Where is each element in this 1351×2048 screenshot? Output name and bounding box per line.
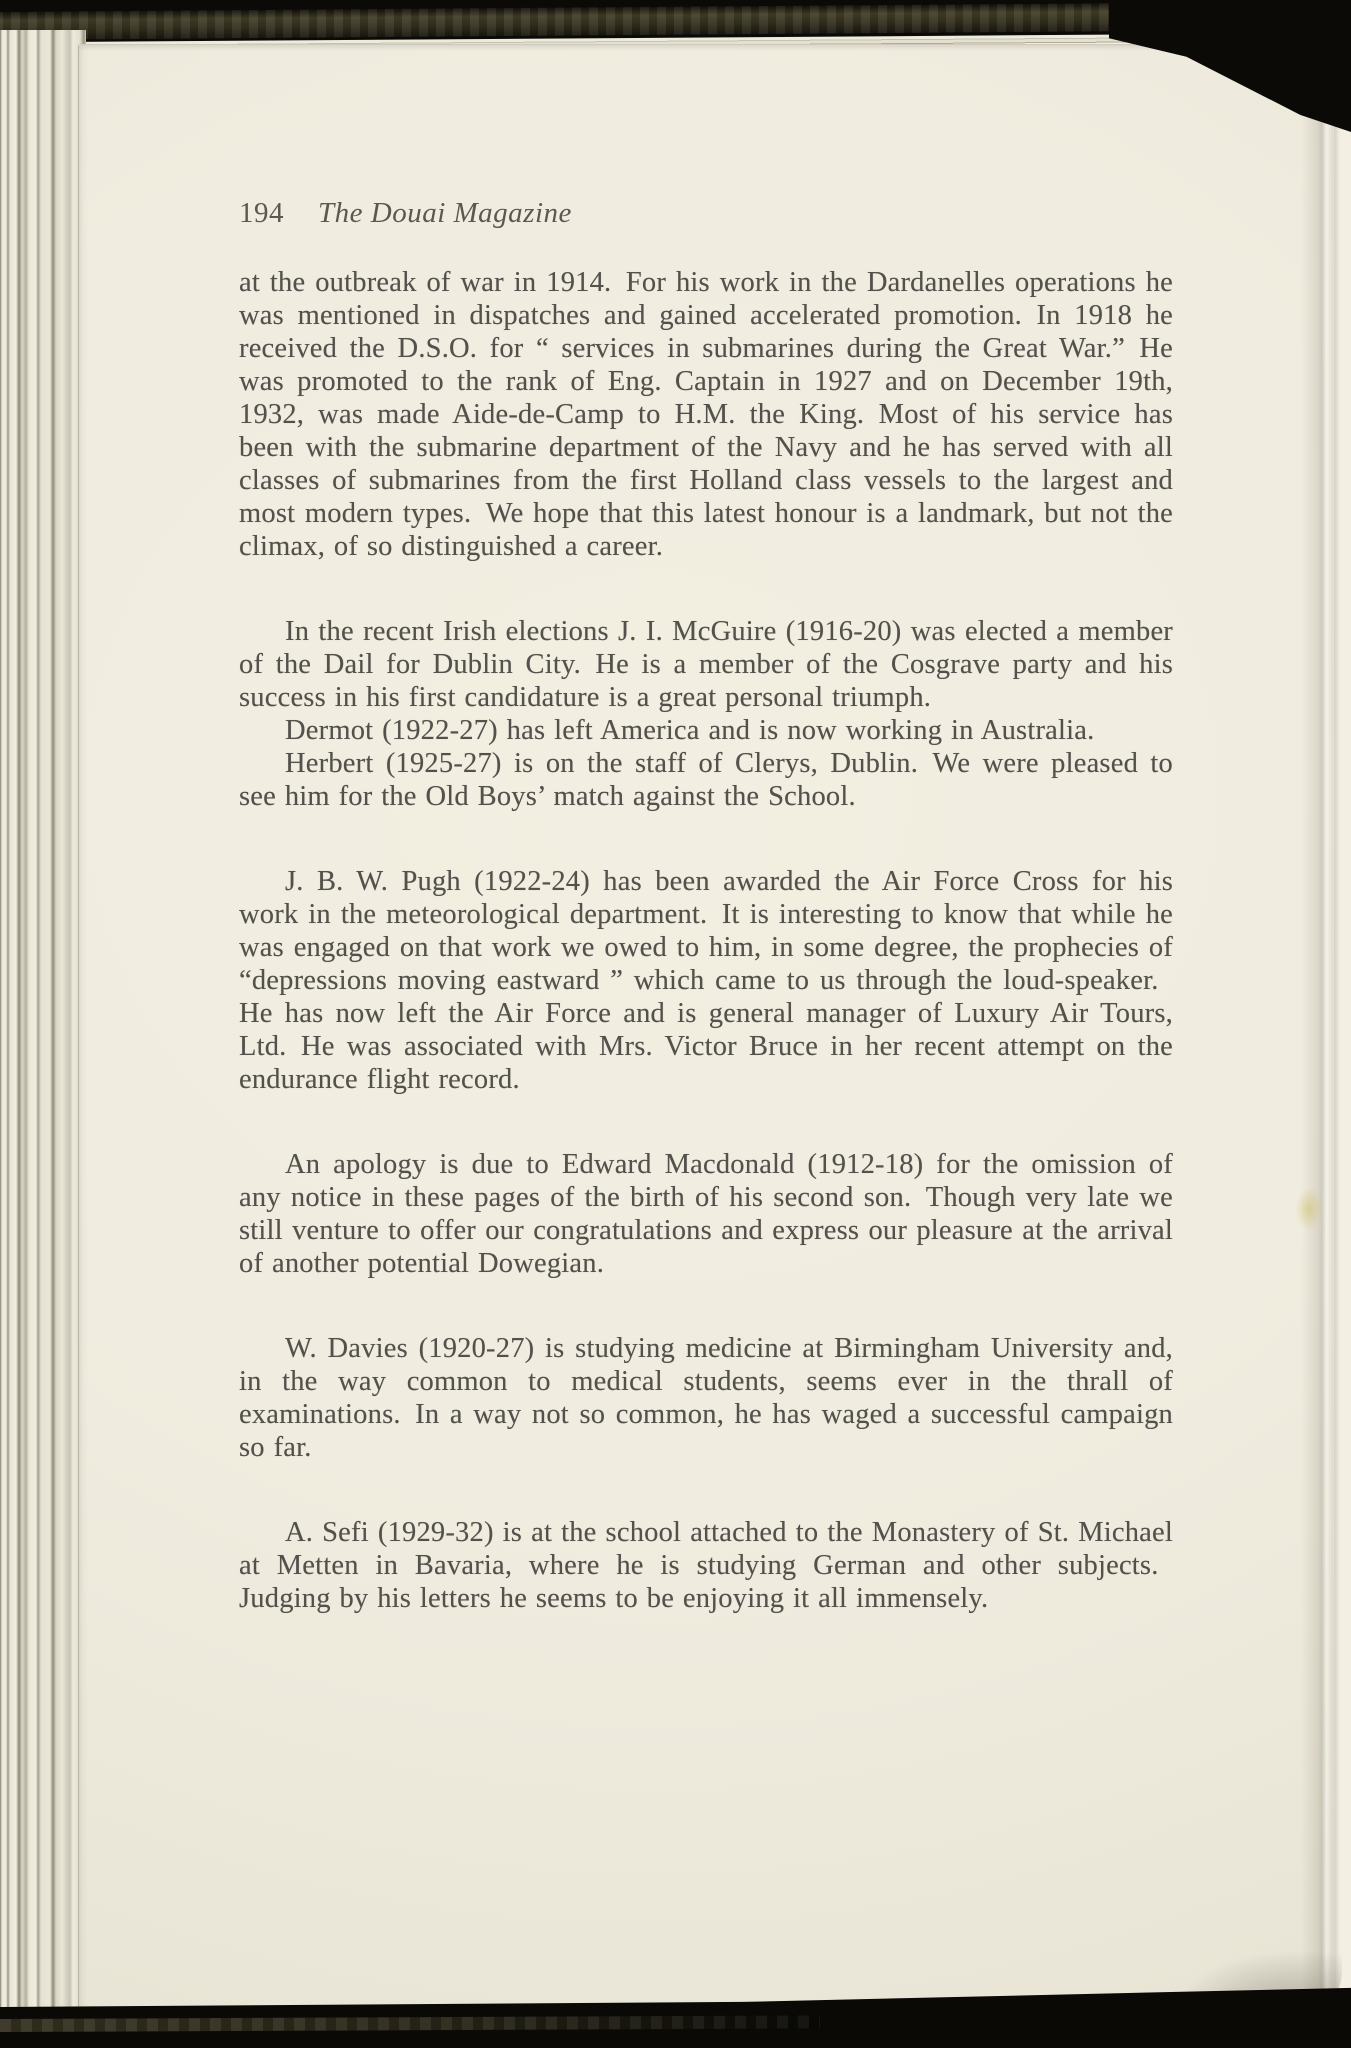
page-stack-left-edges [0, 30, 86, 2014]
page-number: 194 [239, 197, 284, 229]
paragraph: In the recent Irish elections J. I. McGuire (1916-20) was elected a member of the Dail for Dublin City. He is a member of the Cosgrave party and his success in his first candidature is a great personal triumph. [239, 616, 1173, 713]
article-text [239, 266, 1173, 1615]
page-blemish [1295, 1187, 1323, 1231]
paragraph: An apology is due to Edward Macdonald (1912-18) for the omission of any notice in these pages of the birth of his second son. Though very late we still venture to offer our congratulations and express our pleasure at the arrival of another potential Dowegian. [239, 1149, 1173, 1279]
paragraph: A. Sefi (1929-32) is at the school attached to the Monastery of St. Michael at Metten in Bavaria, where he is studying German and other subjects. Judging by his letters he seems to be enjoying it all immensely. [239, 1517, 1173, 1614]
right-leaf-edge [1334, 45, 1351, 2013]
printed-content [239, 196, 1173, 1615]
paragraph: Herbert (1925-27) is on the staff of Clerys, Dublin. We were pleased to see him for the Old Boys’ match against the School. [239, 748, 1173, 812]
paragraph: at the outbreak of war in 1914. For his work in the Dardanelles operations he was mentioned in dispatches and gained accelerated promotion. In 1918 he received the D.S.O. for “ services in submarines during the Great War.” He was promoted to the rank of Eng. Captain in 1927 and on December 19th, 1932, was made Aide-de-Camp to H.M. the King. Most of his service has been with the submarine department of the Navy and he has served with all classes of submarines from the first Holland class vessels to the largest and most modern types. We hope that this latest honour is a landmark, but not the climax, of so distinguished a career. [239, 267, 1173, 562]
page [78, 44, 1351, 2013]
magazine-title: The Douai Magazine [318, 197, 572, 229]
paragraph: Dermot (1922-27) has left America and is now working in Australia. [285, 715, 1095, 746]
paragraph: W. Davies (1920-27) is studying medicine at Birmingham University and, in the way common to medical students, seems ever in the thrall of examinations. In a way not so common, he has waged a successful campaign so far. [239, 1333, 1173, 1463]
paragraph: J. B. W. Pugh (1922-24) has been awarded the Air Force Cross for his work in the meteorological department. It is interesting to know that while he was engaged on that work we owed to him, in some degree, the prophecies of “depressions moving eastward ” which came to us through the loud-speaker. He has now left the Air Force and is general manager of Luxury Air Tours, Ltd. He was associated with Mrs. Victor Bruce in her recent attempt on the endurance flight record. [239, 866, 1173, 1095]
running-header [239, 196, 1173, 230]
